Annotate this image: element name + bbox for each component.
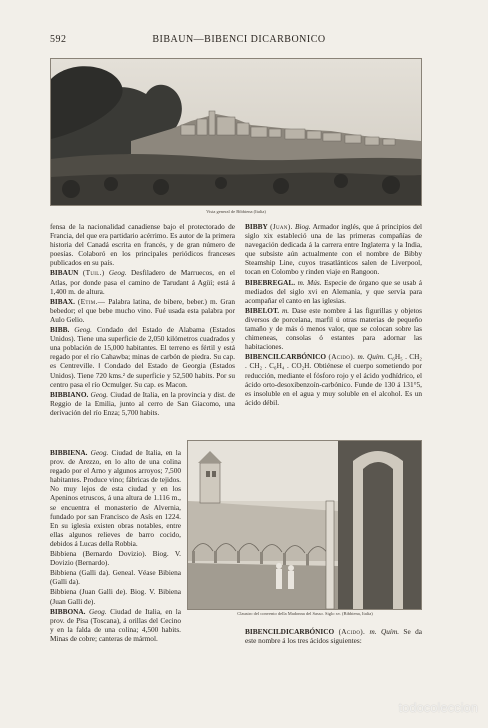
- dictionary-entry: [50, 587, 181, 605]
- dictionary-entry: [50, 568, 181, 586]
- entry-category: m. Quím.: [357, 352, 386, 362]
- watermark: todocoleccion: [398, 700, 478, 715]
- dictionary-entry: [50, 390, 235, 417]
- dictionary-entry: [50, 297, 235, 324]
- entry-text: Ciudad de Italia, en la prov. de Pisa (Toscana), á orillas del Cecino y en la falda de una colina; 4,500 habits. Minas de cobre; canteras de mármol.: [50, 606, 182, 643]
- entry-category: Geog.: [108, 268, 127, 278]
- dictionary-entry: [245, 222, 422, 277]
- town-panorama-photo: [50, 58, 422, 206]
- page-number: 592: [50, 34, 67, 45]
- cloister-photo: [187, 440, 422, 610]
- entry-category: Geog.: [90, 448, 109, 457]
- dictionary-entry: [50, 549, 181, 567]
- entry-text: C₆H₅ . CH₂ . CH₂ . C₆H₄ . CO₂H. Obtiénese el cuerpo sometiendo por reducción, mediante el fósforo rojo y el ácido yodhídrico, el ácido orto-desoxibenzoín-carbónico. Funde de 130 á 131°5, es insoluble en el agua y muy soluble en el alcohol. Es un ácido débil.: [245, 352, 422, 407]
- dictionary-entry: [245, 278, 422, 305]
- entry-text: Ciudad de Italia, en la prov. de Arezzo, en lo alto de una colina regado por el Arno y algunos arroyos; 7,500 habitantes. Produce vino; fábricas de tejidos. No muy lejos de esta ciudad y en los Apeninos etruscos, á una altura de 1.116 m., se encuentra el monasterio de Alvernia, fundado por san Francisco de Asís en 1224. En su iglesia existen obras notables, entre ellas algunos relieves de barro cocido, debidos á Lucas della Robbia.: [50, 448, 181, 548]
- entry-category: Geog.: [88, 606, 107, 616]
- entry-note: (Acido).: [338, 627, 366, 636]
- entry-headword: BIBBY: [245, 222, 268, 231]
- running-head: BIBAUN—BIBENCI DICARBONICO: [152, 34, 326, 45]
- entry-text: fensa de la nacionalidad canadiense bajo el protectorado de Francia, del que era partidario acérrimo. Es autor de la primera historia del Canadá escrita en francés, y de gran número de poesías. Colaboró en los principales periódicos franceses publicados en su país.: [50, 222, 235, 268]
- entry-text: Armador inglés, que á principios del siglo xix estableció una de las primeras compañías de navegación dedicada á la carrera entre Inglaterra y la India, que subsiste aún actualmente con el nombre de Bibby Steamship Line, cuyos trasatlánticos salen de Liverpool, tocan en Colombo y rinden viaje en Rangoon.: [245, 222, 422, 277]
- entry-text: Dase este nombre á las figurillas y objetos diversos de porcelana, marfil ú otras materias de pequeño tamaño y de más ó menos valor, que se colocan sobre las chimeneas, consolas ó estantes para adornar las habitaciones.: [245, 305, 423, 352]
- dictionary-entry: [50, 325, 235, 389]
- entry-note: (Tuil.): [82, 268, 105, 278]
- entry-headword: BIBENCILDICARBÓNICO: [245, 627, 335, 636]
- entry-headword: BIBELOT.: [245, 305, 280, 315]
- left-narrow-column: [50, 448, 181, 644]
- dictionary-entry: [50, 448, 181, 548]
- dictionary-entry: [50, 607, 181, 643]
- dictionary-entry: [245, 306, 422, 351]
- entry-note: (Juan).: [270, 222, 293, 231]
- entry-headword: BIBB.: [50, 325, 70, 335]
- entry-headword: BIBEBREGAL.: [245, 277, 296, 287]
- entry-text: Especie de órgano que se usab á mediados del siglo xvi en Alemania, y que servía para acompañar el canto en las iglesias.: [245, 277, 422, 305]
- entry-headword: BIBENCILCARBÓNICO: [245, 352, 327, 362]
- entry-text: Ciudad de Italia, en la provincia y dist. de Reggio de la Emilia, junto al cerro de San Giacomo, una derivación del río Enza; 5,700 habits.: [50, 389, 236, 417]
- entry-category: Biog.: [294, 222, 311, 231]
- entry-text: Bibbiena (Galli da). Geneal. Véase Bibiena (Galli da).: [50, 568, 181, 587]
- dictionary-entry: [245, 627, 422, 645]
- entry-category: m. Mús.: [297, 277, 322, 287]
- entry-text: Condado del Estado de Alabama (Estados Unidos). Tiene una superficie de 2,050 kilómetros cuadrados y una población de 15,000 habitantes. El terreno es fértil y está regado por el río Cahawba; minas de carbón de piedra. Su cap. es Centreville. ‖ Condado del Estado de Georgia (Estados Unidos). Tiene 720 kms.² de superficie y 52,500 habits. Por su centro pasa el río Ocmulger. Su cap. es Macon.: [50, 325, 236, 389]
- entry-text: Bibbiena (Bernardo Dovizio). Biog. V. Dovizio (Bernardo).: [50, 549, 181, 568]
- entry-headword: BIBBIANO.: [50, 389, 89, 399]
- photo-caption-top: Vista general de Bibbiena (Italia): [206, 209, 266, 214]
- dictionary-entry: [50, 268, 235, 295]
- entry-category: m.: [281, 305, 290, 315]
- entry-category: Geog.: [90, 389, 109, 399]
- left-column: [50, 222, 235, 418]
- entry-text: Desfiladero de Marruecos, en el Atlas, por donde pasa el camino de Tarudant á Agüí; está á 1,400 m. de altura.: [50, 268, 235, 296]
- entry-note: (Acido).: [328, 352, 356, 362]
- entry-category: m. Quím.: [369, 627, 400, 636]
- entry-headword: BIBAUN: [50, 268, 79, 278]
- entry-category: Geog.: [74, 325, 92, 335]
- right-bottom-column: [245, 627, 422, 646]
- photo-caption-mid: Claustro del convento della Madonna del Sasso. Siglo xv. (Bibbiena, Italia): [237, 611, 373, 616]
- entry-text: Bibbiena (Juan Galli de). Biog. V. Bibiena (Juan Galli de).: [50, 587, 181, 606]
- dictionary-entry: [50, 222, 235, 267]
- right-column: [245, 222, 422, 408]
- entry-headword: BIBAX.: [50, 296, 75, 306]
- entry-headword: BIBBIENA.: [50, 448, 88, 457]
- dictionary-entry: [245, 352, 422, 407]
- entry-note: (Etim.—: [77, 296, 106, 306]
- entry-headword: BIBBONA.: [50, 606, 86, 616]
- entry-text: Se da este nombre á los tres ácidos siguientes:: [245, 627, 422, 646]
- entry-text: Palabra latina, de bibere, beber.) m. Gran bebedor; el que bebe mucho vino. Fué usada esta palabra por Aulo Gelio.: [50, 296, 236, 324]
